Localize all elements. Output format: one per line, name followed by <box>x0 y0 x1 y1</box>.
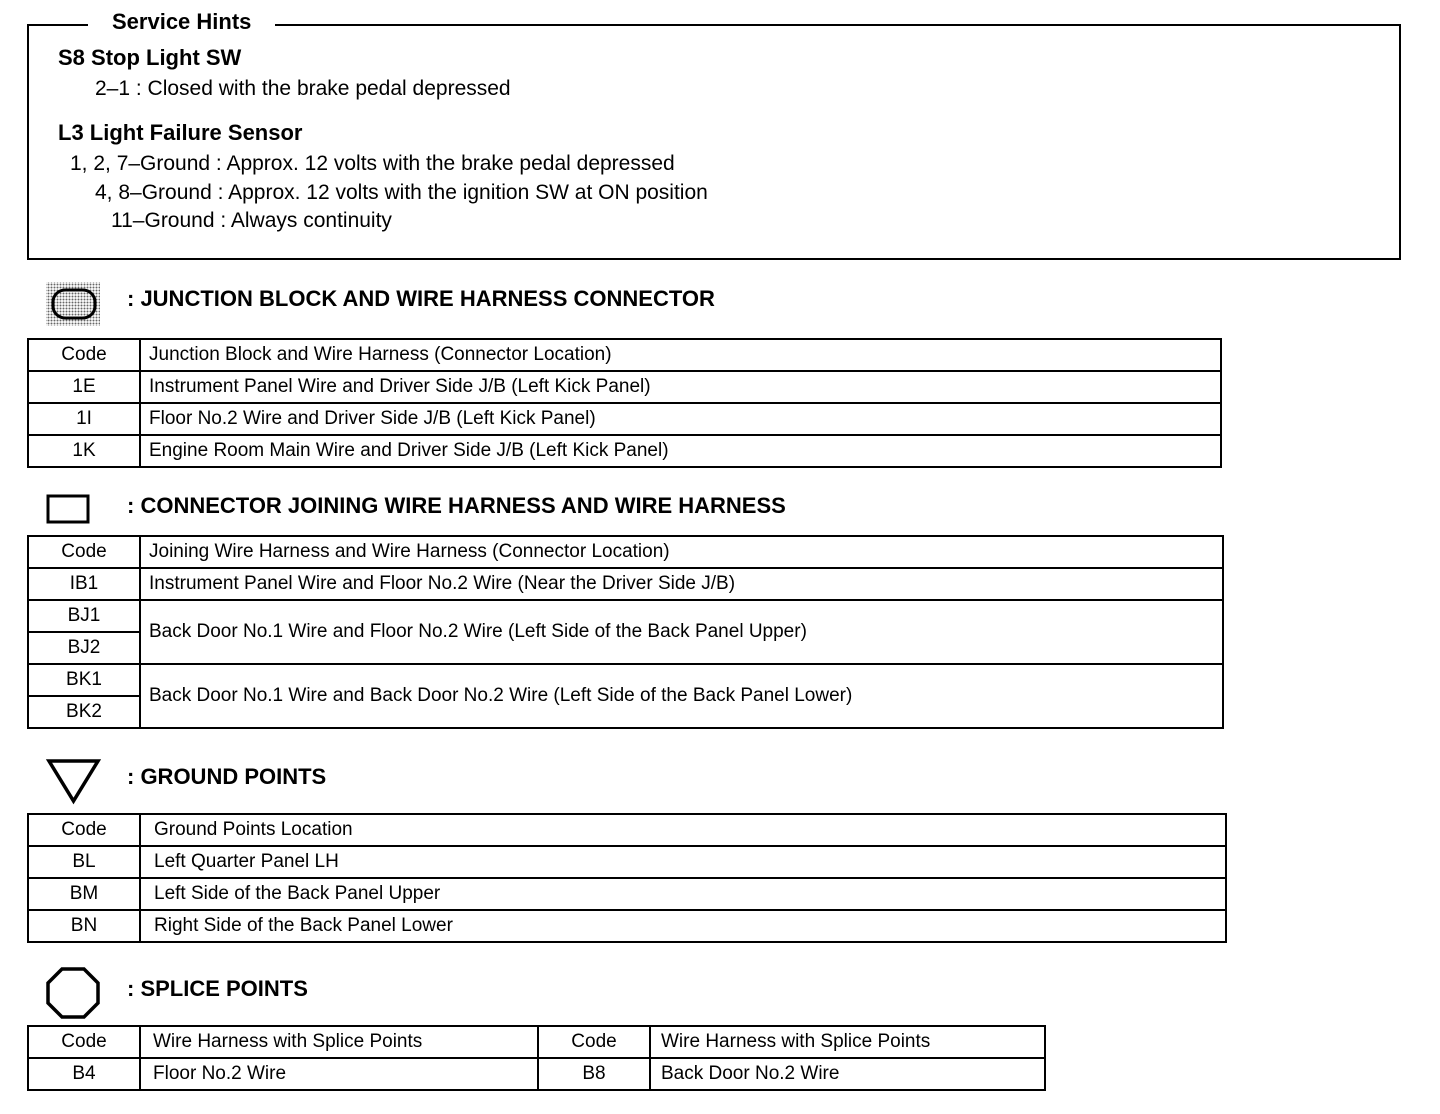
hint-line: 11–Ground : Always continuity <box>111 209 392 232</box>
table-row <box>28 664 1223 696</box>
hint-line: 4, 8–Ground : Approx. 12 volts with the ignition SW at ON position <box>95 181 708 204</box>
table-row <box>28 600 1223 632</box>
header-code: Code <box>28 1026 140 1058</box>
header-wire-harness: Wire Harness with Splice Points <box>650 1026 1045 1058</box>
table-row <box>28 910 1226 942</box>
row-location: Engine Room Main Wire and Driver Side J/B (Left Kick Panel) <box>140 435 1221 467</box>
row-code: 1K <box>28 435 140 467</box>
triangle-ground-icon <box>44 756 104 806</box>
hint-line: 2–1 : Closed with the brake pedal depressed <box>95 77 511 100</box>
row-location: Instrument Panel Wire and Driver Side J/B (Left Kick Panel) <box>140 371 1221 403</box>
row-location: Right Side of the Back Panel Lower <box>140 910 1226 942</box>
table-row <box>28 1058 1045 1090</box>
table-row <box>28 878 1226 910</box>
table-header-row <box>28 536 1223 568</box>
section-title-connector-joining: : CONNECTOR JOINING WIRE HARNESS AND WIRE HARNESS <box>127 493 786 518</box>
row-code: BN <box>28 910 140 942</box>
table-header-row <box>28 1026 1045 1058</box>
row-code: B4 <box>28 1058 140 1090</box>
header-location: Joining Wire Harness and Wire Harness (Connector Location) <box>140 536 1223 568</box>
row-code: BM <box>28 878 140 910</box>
row-code: BJ1 <box>28 600 140 632</box>
row-location: Instrument Panel Wire and Floor No.2 Wire (Near the Driver Side J/B) <box>140 568 1223 600</box>
table-header-row <box>28 814 1226 846</box>
header-location: Ground Points Location <box>140 814 1226 846</box>
header-code: Code <box>28 814 140 846</box>
rectangle-connector-icon <box>46 494 92 526</box>
row-location: Back Door No.1 Wire and Back Door No.2 Wire (Left Side of the Back Panel Lower) <box>140 664 1223 728</box>
row-code: BK1 <box>28 664 140 696</box>
row-code: 1E <box>28 371 140 403</box>
table-row <box>28 435 1221 467</box>
ground-points-table <box>27 813 1227 943</box>
row-code: B8 <box>538 1058 650 1090</box>
section-title-ground-points: : GROUND POINTS <box>127 764 327 789</box>
junction-block-icon <box>44 280 104 330</box>
section-title-splice-points: : SPLICE POINTS <box>127 976 308 1001</box>
junction-block-table <box>27 338 1222 468</box>
row-location: Floor No.2 Wire and Driver Side J/B (Left Kick Panel) <box>140 403 1221 435</box>
hint-line: 1, 2, 7–Ground : Approx. 12 volts with the brake pedal depressed <box>70 152 675 175</box>
row-code: BJ2 <box>28 632 140 664</box>
connector-joining-table <box>27 535 1224 729</box>
octagon-splice-icon <box>44 966 102 1020</box>
row-location: Back Door No.1 Wire and Floor No.2 Wire (Left Side of the Back Panel Upper) <box>140 600 1223 664</box>
component-heading-l3: L3 Light Failure Sensor <box>58 120 303 145</box>
row-code: BL <box>28 846 140 878</box>
table-row <box>28 846 1226 878</box>
header-location: Junction Block and Wire Harness (Connector Location) <box>140 339 1221 371</box>
table-row <box>28 568 1223 600</box>
service-hints-title: Service Hints <box>88 8 275 36</box>
row-location: Left Side of the Back Panel Upper <box>140 878 1226 910</box>
row-wire-harness: Back Door No.2 Wire <box>650 1058 1045 1090</box>
header-code: Code <box>28 536 140 568</box>
row-code: BK2 <box>28 696 140 728</box>
header-code: Code <box>28 339 140 371</box>
splice-points-table <box>27 1025 1046 1091</box>
section-title-junction-block: : JUNCTION BLOCK AND WIRE HARNESS CONNECTOR <box>127 286 715 311</box>
table-row <box>28 371 1221 403</box>
component-heading-s8: S8 Stop Light SW <box>58 45 242 70</box>
header-code: Code <box>538 1026 650 1058</box>
table-header-row <box>28 339 1221 371</box>
table-row <box>28 403 1221 435</box>
row-code: IB1 <box>28 568 140 600</box>
row-wire-harness: Floor No.2 Wire <box>140 1058 538 1090</box>
row-code: 1I <box>28 403 140 435</box>
row-location: Left Quarter Panel LH <box>140 846 1226 878</box>
header-wire-harness: Wire Harness with Splice Points <box>140 1026 538 1058</box>
